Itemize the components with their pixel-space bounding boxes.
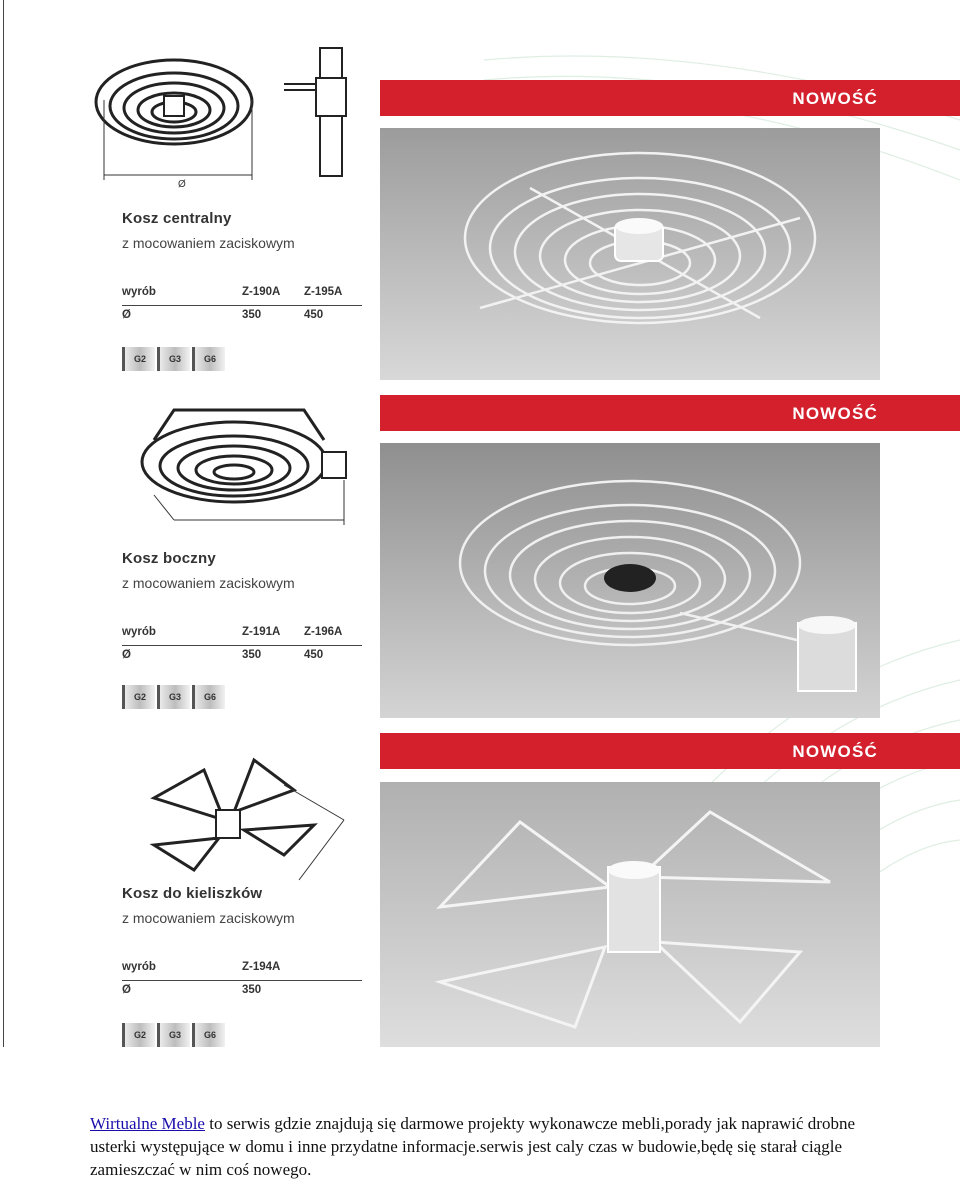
product-section-side bbox=[4, 385, 960, 725]
new-banner bbox=[380, 733, 960, 769]
finish-swatch: G2 bbox=[122, 1023, 155, 1047]
product-title: Kosz boczny bbox=[122, 550, 216, 567]
product-section-central bbox=[4, 0, 960, 385]
central-basket-drawing bbox=[94, 40, 384, 200]
spec-header-product: wyrób bbox=[122, 961, 156, 973]
product-section-glass bbox=[4, 725, 960, 1047]
new-badge-label: NOWOŚĆ bbox=[792, 404, 878, 423]
new-badge-label: NOWOŚĆ bbox=[792, 89, 878, 108]
side-basket-drawing bbox=[134, 400, 374, 540]
product-title: Kosz centralny bbox=[122, 210, 232, 227]
new-badge-label: NOWOŚĆ bbox=[792, 742, 878, 761]
product-subtitle: z mocowaniem zaciskowym bbox=[122, 575, 295, 591]
finish-swatch: G3 bbox=[157, 685, 190, 709]
finish-swatch: G2 bbox=[122, 685, 155, 709]
finish-swatches bbox=[122, 347, 227, 371]
finish-swatch: G2 bbox=[122, 347, 155, 371]
new-banner bbox=[380, 80, 960, 116]
spec-diameter-value: 450 bbox=[304, 649, 324, 661]
spec-table bbox=[122, 958, 362, 1003]
glass-basket-drawing bbox=[134, 750, 354, 890]
spec-header-product: wyrób bbox=[122, 286, 156, 298]
finish-swatch: G6 bbox=[192, 1023, 225, 1047]
spec-header-row bbox=[122, 283, 362, 306]
spec-diameter-value: 350 bbox=[242, 984, 262, 996]
new-banner bbox=[380, 395, 960, 431]
footer-description: to serwis gdzie znajdują się darmowe projekty wykonawcze mebli,porady jak naprawić drobne usterki występujące w domu i inne przydatne informacje.serwis jest caly czas w budowie,będę się starał ciągle zamieszczać w nim coś nowego. bbox=[90, 1114, 855, 1179]
spec-value-row bbox=[122, 646, 362, 668]
finish-swatch: G6 bbox=[192, 347, 225, 371]
spec-header-model: Z-195A bbox=[304, 286, 343, 298]
spec-diameter-symbol: Ø bbox=[122, 984, 131, 996]
spec-value-row bbox=[122, 981, 362, 1003]
site-link[interactable]: Wirtualne Meble bbox=[90, 1114, 205, 1133]
footer-text bbox=[90, 1112, 890, 1181]
finish-swatch: G6 bbox=[192, 685, 225, 709]
svg-text:Ø: Ø bbox=[178, 179, 186, 190]
finish-swatches bbox=[122, 1023, 227, 1047]
finish-swatch: G3 bbox=[157, 1023, 190, 1047]
finish-swatches bbox=[122, 685, 227, 709]
catalog-page bbox=[4, 0, 960, 1047]
spec-header-model: Z-196A bbox=[304, 626, 343, 638]
spec-diameter-value: 350 bbox=[242, 309, 262, 321]
spec-diameter-symbol: Ø bbox=[122, 309, 131, 321]
spec-table bbox=[122, 623, 362, 668]
product-title: Kosz do kieliszków bbox=[122, 885, 263, 902]
spec-diameter-value: 450 bbox=[304, 309, 324, 321]
spec-diameter-value: 350 bbox=[242, 649, 262, 661]
product-subtitle: z mocowaniem zaciskowym bbox=[122, 235, 295, 251]
central-basket-photo bbox=[380, 128, 880, 380]
spec-table bbox=[122, 283, 362, 328]
spec-value-row bbox=[122, 306, 362, 328]
side-basket-photo bbox=[380, 443, 880, 718]
spec-header-model: Z-191A bbox=[242, 626, 281, 638]
spec-header-model: Z-190A bbox=[242, 286, 281, 298]
glass-basket-photo bbox=[380, 782, 880, 1047]
spec-header-row bbox=[122, 623, 362, 646]
finish-swatch: G3 bbox=[157, 347, 190, 371]
spec-header-row bbox=[122, 958, 362, 981]
product-subtitle: z mocowaniem zaciskowym bbox=[122, 910, 295, 926]
spec-header-product: wyrób bbox=[122, 626, 156, 638]
spec-diameter-symbol: Ø bbox=[122, 649, 131, 661]
spec-header-model: Z-194A bbox=[242, 961, 281, 973]
